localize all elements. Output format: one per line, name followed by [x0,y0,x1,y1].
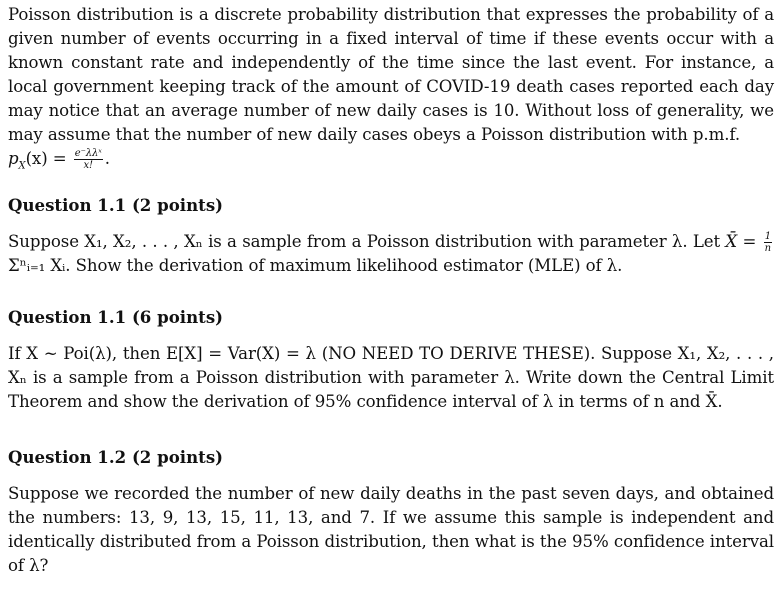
q1-text-b: Show the derivation of maximum likelihood estimator (MLE) of λ. [75,256,623,275]
question-1-1b-title [8,305,774,329]
q1-frac-num: 1 [764,231,771,242]
q1-fraction [764,231,772,254]
q2-title-text: Question 1.1 [8,307,127,327]
q1-text-a: Suppose X₁, X₂, . . . , Xₙ is a sample from a Poisson distribution with parameter λ. Let [8,232,721,251]
q3-title-text: Question 1.2 [8,447,127,467]
q3-points: (2 points) [131,447,224,467]
intro-text: Poisson distribution is a discrete probability distribution that expresses the probability of a given number of events occurring in a fixed interval of time if these events occur with a known constant rate and independently of the time since the last event. For instance, a local government keeping track of the amount of COVID-19 death cases reported each day may notice that an average number of new daily cases is 10. Without loss of generality, we may assume that the number of new daily cases obeys a Poisson distribution with p.m.f. [8,5,774,144]
question-1-1-title [8,193,774,217]
pmf-subscript: X [18,160,26,172]
question-1-1-body [8,230,774,278]
question-1-1b-body [8,342,774,414]
q3-text: Suppose we recorded the number of new daily deaths in the past seven days, and obtained the numbers: 13, 9, 13, 15, 11, 13, and 7. If we assume this sample is independent and identically distributed from a Poisson distribution, then what is the 95% confidence interval of λ? [8,484,774,575]
question-1-2-body [8,482,774,578]
q1-xbar: X̄ = [725,232,757,251]
q1-sum: Σⁿᵢ₌₁ Xᵢ. [8,256,71,275]
pmf-p: p [8,149,19,168]
q1-title-text: Question 1.1 [8,195,127,215]
q1-frac-den: n [764,243,771,254]
q2-text: If X ~ Poi(λ), then E[X] = Var(X) = λ (NO NEED TO DERIVE THESE). Suppose X₁, X₂, . . . , Xₙ is a sample from a Poisson distribution with parameter λ. Write down the Central Limit Theorem and show the derivation of 95% confidence interval of λ in terms of n and X̄. [8,344,774,411]
pmf-denominator: x! [83,160,93,171]
intro-paragraph [8,3,774,171]
q1-points: (2 points) [131,195,224,215]
pmf-period: . [104,149,110,168]
pmf-fraction [74,148,103,171]
question-1-2-title [8,445,774,469]
pmf-arg: (x) = [25,149,67,168]
q2-points: (6 points) [131,307,224,327]
pmf-numerator: e⁻λλˣ [74,148,102,159]
